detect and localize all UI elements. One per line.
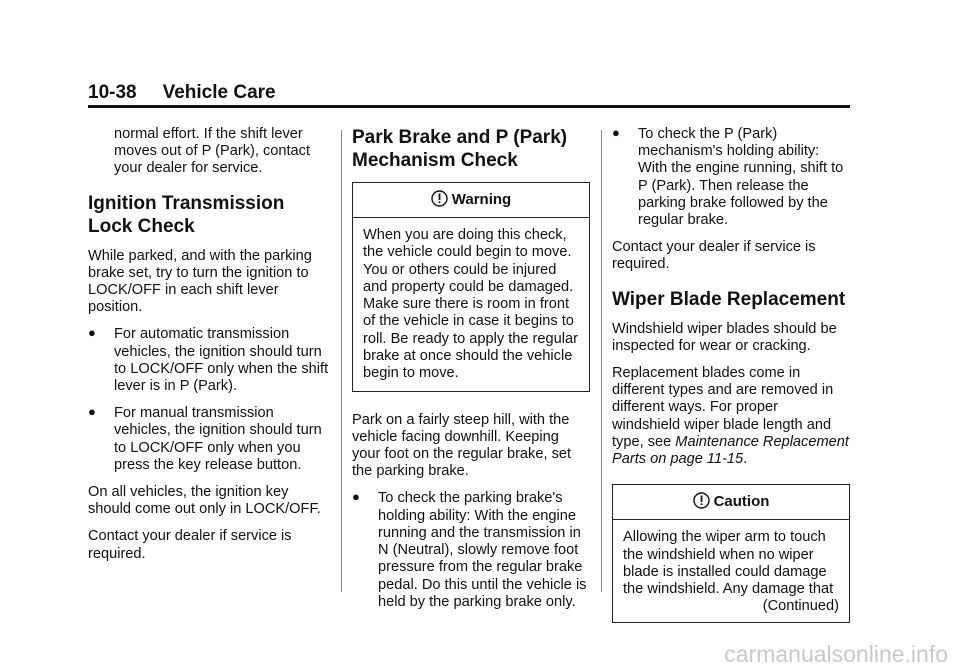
section-title: Vehicle Care xyxy=(162,82,276,103)
section-heading-wiper: Wiper Blade Replacement xyxy=(612,288,846,310)
continued-label: (Continued) xyxy=(762,598,839,615)
paragraph: Contact your dealer if service is required. xyxy=(88,528,292,562)
column-divider xyxy=(601,130,602,592)
list-item: ● To check the parking brake's holding ability: With the engine running and the transmission in N (Neutral), slowly remove foot pressure from the regular brake pedal. Do this until the vehicle is held by the parking brake only. xyxy=(352,489,587,610)
caution-icon xyxy=(693,492,710,509)
caution-box xyxy=(612,484,850,622)
paragraph: Contact your dealer if service is required. xyxy=(612,239,816,273)
bullet-icon: ● xyxy=(88,404,96,420)
caution-title: Caution xyxy=(713,493,770,511)
warning-body: When you are doing this check, the vehicle could begin to move. You or others could be injured and property could be damaged. Make sure there is room in front of the vehicle in case it begins to roll. Be ready to apply the regular brake at once should the vehicle begin to move. xyxy=(363,227,578,382)
section-heading-park-brake: Park Brake and P (Park) Mechanism Check xyxy=(352,127,568,171)
column-divider xyxy=(341,130,342,592)
bullet-icon: ● xyxy=(352,489,360,505)
warning-header xyxy=(353,183,589,218)
warning-title: Warning xyxy=(451,191,512,208)
column-3 xyxy=(612,126,850,623)
list-item: ● To check the P (Park) mechanism's holding ability: With the engine running, shift to P (Park). Then release the parking brake followed by the regular brake. xyxy=(612,125,844,229)
bullet-icon: ● xyxy=(88,325,96,341)
paragraph: Replacement blades come in different types and are removed in different ways. For proper windshield wiper blade length and type, see Maintenance Replacement Parts on page 11-15. xyxy=(612,365,849,468)
column-2 xyxy=(352,126,590,621)
list-item: ● For automatic transmission vehicles, the ignition should turn to LOCK/OFF only when the shift lever is in P (Park). xyxy=(88,325,329,395)
paragraph: While parked, and with the parking brake set, try to turn the ignition to LOCK/OFF in each shift lever position. xyxy=(88,247,312,316)
list-item: ● For manual transmission vehicles, the ignition should turn to LOCK/OFF only when you press the key release button. xyxy=(88,404,322,473)
page-number: 10-38 xyxy=(88,82,137,103)
bullet-icon: ● xyxy=(612,125,620,140)
section-heading-ignition: Ignition Transmission Lock Check xyxy=(88,192,285,237)
caution-body: Allowing the wiper arm to touch the windshield when no wiper blade is installed could damage the windshield. Any damage that (Continued) xyxy=(623,529,839,615)
page-header xyxy=(88,82,276,104)
paragraph: On all vehicles, the ignition key should come out only in LOCK/OFF. xyxy=(88,484,321,518)
paragraph: Park on a fairly steep hill, with the vehicle facing downhill. Keeping your foot on the regular brake, set the parking brake. xyxy=(352,411,572,480)
watermark: carmanualsonline.info xyxy=(724,641,948,667)
paragraph: Windshield wiper blades should be inspected for wear or cracking. xyxy=(612,320,837,354)
warning-box xyxy=(352,182,590,392)
continued-paragraph: normal effort. If the shift lever moves out of P (Park), contact your dealer for service. xyxy=(114,126,311,177)
column-1 xyxy=(88,126,333,573)
header-rule xyxy=(88,105,850,108)
warning-icon xyxy=(431,190,448,207)
cross-reference-link[interactable]: Maintenance Replacement Parts on page 11-15 xyxy=(612,433,849,468)
caution-header xyxy=(613,485,849,520)
